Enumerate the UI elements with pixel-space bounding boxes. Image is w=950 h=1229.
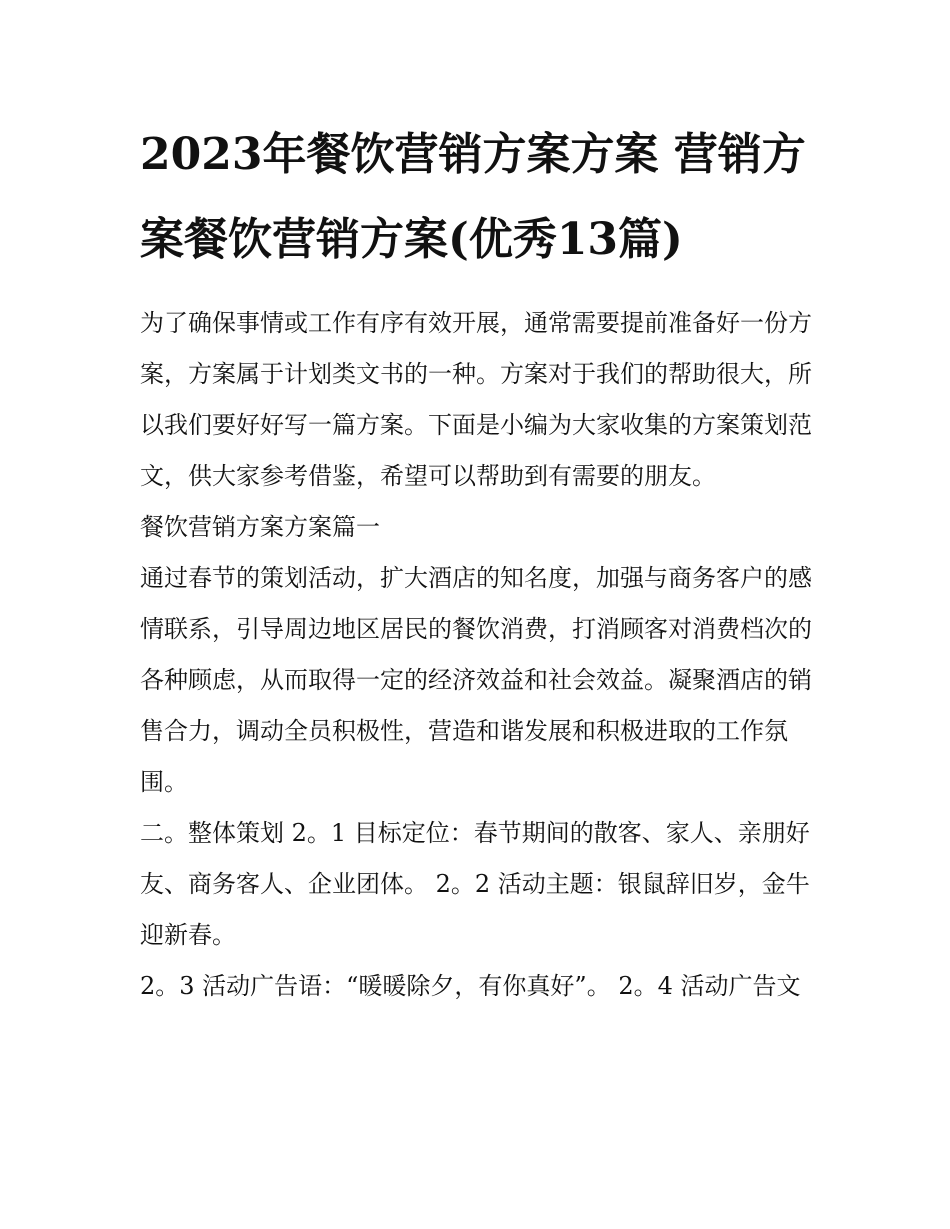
- intro-paragraph: 为了确保事情或工作有序有效开展，通常需要提前准备好一份方案，方案属于计划类文书的一种。方案对于我们的帮助很大，所以我们要好好写一篇方案。下面是小编为大家收集的方案策划范文，供大家参考借鉴，希望可以帮助到有需要的朋友。: [140, 309, 812, 490]
- body-paragraph-3: 2。3 活动广告语：“暖暖除夕，有你真好”。 2。4 活动广告文: [140, 972, 801, 1000]
- document-title: 2023年餐饮营销方案方案 营销方案餐饮营销方案(优秀13篇): [140, 129, 806, 265]
- section-heading: 餐饮营销方案方案篇一: [140, 513, 380, 541]
- body-paragraph-1: 通过春节的策划活动，扩大酒店的知名度，加强与商务客户的感情联系，引导周边地区居民的餐饮消费，打消顾客对消费档次的各种顾虑，从而取得一定的经济效益和社会效益。凝聚酒店的销售合力，调动全员积极性，营造和谐发展和积极进取的工作氛围。: [140, 564, 812, 796]
- document-page: [140, 112, 820, 1012]
- body-paragraph-2: 二。整体策划 2。1 目标定位：春节期间的散客、家人、亲朋好友、商务客人、企业团体。 2。2 活动主题：银鼠辞旧岁，金牛迎新春。: [140, 819, 810, 949]
